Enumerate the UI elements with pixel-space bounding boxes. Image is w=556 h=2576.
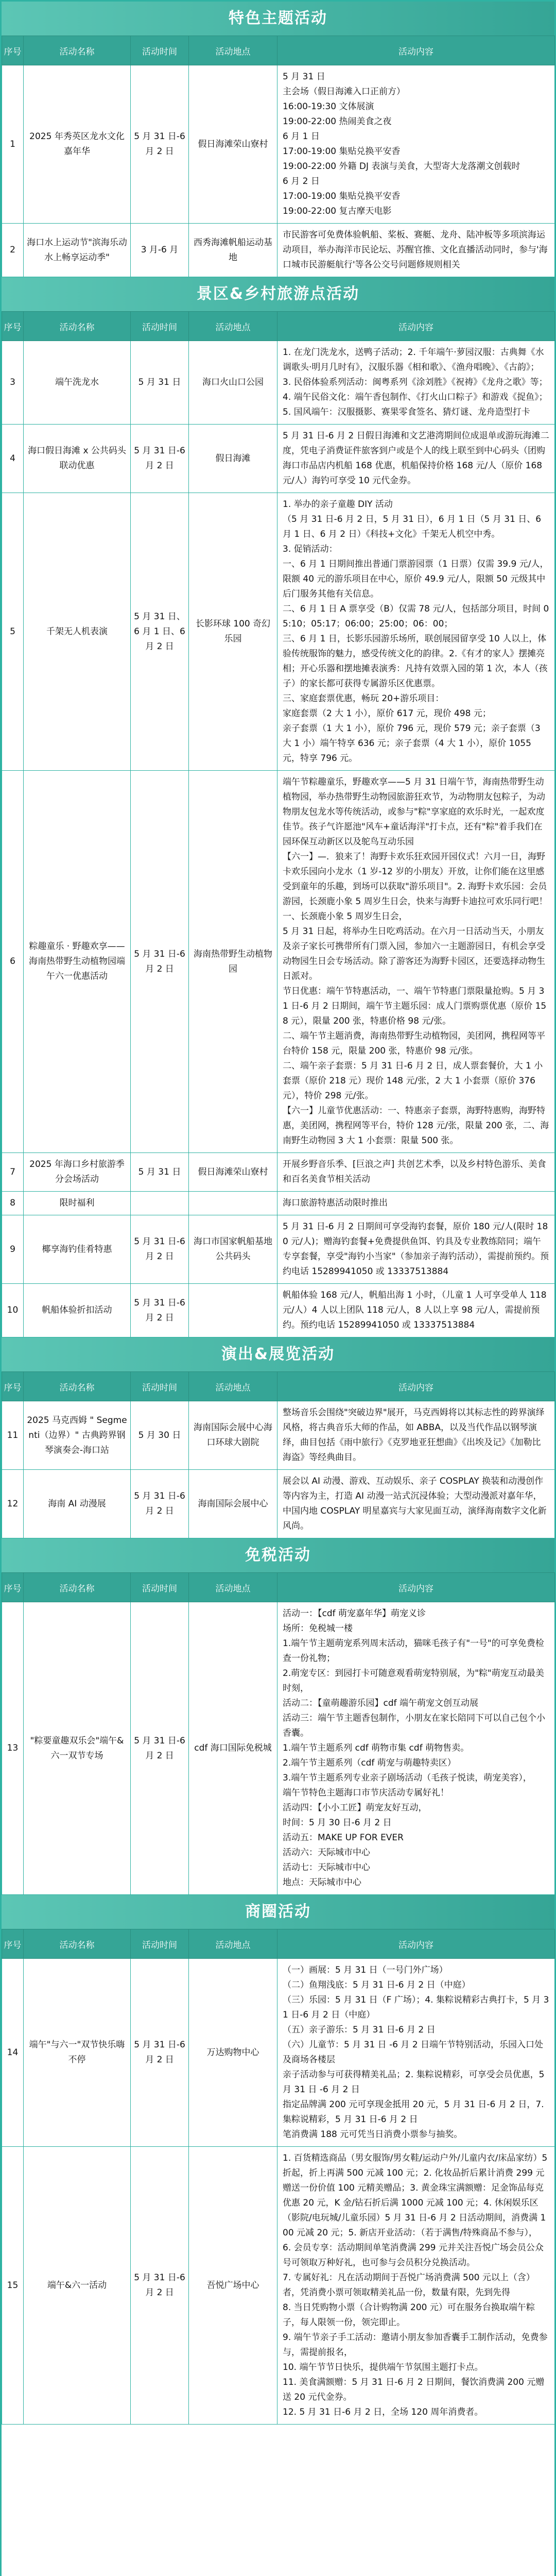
activity-content <box>277 224 555 277</box>
content-line: 端午节粽趣童乐，野趣欢享——5 月 31 日端午节，海南热带野生动植物园，举办热带野生动物园旅游狂欢节，为动物朋友包粽子，为动物朋友包龙水等传统活动，或参与"粽"享家庭的欢乐时光，一起欢度佳节。孩子气许愿池"风车+童话海洋"打卡点，还有"粽"着手我们在园环保互动新区以及鸵鸟互动乐园 <box>283 777 545 847</box>
activity-place: cdf 海口国际免税城 <box>189 1602 277 1895</box>
content-line: 1.端午节主题系列 cdf 萌物市集 cdf 萌物售卖。 <box>283 1743 470 1753</box>
activity-place <box>189 1192 277 1215</box>
header-no: 序号 <box>2 1929 24 1959</box>
table-header-row <box>2 1929 555 1959</box>
row-number: 11 <box>2 1401 24 1470</box>
section-title: 免税活动 <box>2 1538 554 1572</box>
activity-place: 西秀海滩帆船运动基地 <box>189 224 277 277</box>
activity-time: 5 月 31 日 <box>131 1153 189 1192</box>
table-row <box>2 341 555 425</box>
header-content: 活动内容 <box>277 36 555 65</box>
header-name: 活动名称 <box>24 312 131 341</box>
activity-time: 5 月 31 日-6 月 2 日 <box>131 65 189 224</box>
content-line: 6 月 2 日 <box>283 176 320 187</box>
row-number: 7 <box>2 1153 24 1192</box>
content-line: 5 月 31 日 <box>283 72 325 82</box>
content-line: （二）鱼翔浅底：5 月 31 日-6 月 2 日（中庭） <box>283 1980 471 1990</box>
activity-name: 2025 马克西姆 " Segmenti（边界）" 古典跨界钢琴演奏会-海口站 <box>24 1401 131 1470</box>
content-line: 整场音乐会围绕"突破边界"展开，马克西姆将以其标志性的跨界演绎风格，将古典音乐大师的作品，如 ABBA，以及当代作品以钢琴演绎，曲目包括《雨中旅行》《克罗地亚狂想曲》《出埃及记》《加勒比海盗》等经典曲目。 <box>283 1408 545 1463</box>
activity-place: 假日海滩荣山寮村 <box>189 65 277 224</box>
table-row <box>2 1401 555 1470</box>
activity-time: 3 月-6 月 <box>131 224 189 277</box>
header-time: 活动时间 <box>131 36 189 65</box>
content-line: 活动六：天际城市中心 <box>283 1848 370 1858</box>
header-content: 活动内容 <box>277 312 555 341</box>
row-number: 2 <box>2 224 24 277</box>
activity-time: 5 月 31 日-6 月 2 日 <box>131 2147 189 2425</box>
content-line: 3. 促销活动： <box>283 544 338 554</box>
content-line: 家庭套票（2 大 1 小），原价 617 元，现价 498 元； <box>283 708 491 719</box>
content-line: 一、6 月 1 日期间推出普通门票游园票（1 日票）仅需 39.9 元/人，限额 40 元的游乐项目在中心，原价 49.9 元/人，限额 50 元级其中后门服务其他有关信息。 <box>283 559 549 599</box>
row-number: 8 <box>2 1192 24 1215</box>
content-line: 8. 当日凭购物小票（合计购物满 200 元）可在服务台换取端午粽子，每人限领一份，领完即止。 <box>283 2302 535 2328</box>
header-no: 序号 <box>2 1573 24 1602</box>
content-line: 19:00-22:00 外籍 DJ 表演与美食，大型寄大龙落潮文创载时 <box>283 161 520 172</box>
activity-name: 端午"与六一"双节快乐嗨不停 <box>24 1959 131 2147</box>
header-place: 活动地点 <box>189 1929 277 1959</box>
activity-name: 粽趣童乐 · 野趣欢享——海南热带野生动植物园端午六一优惠活动 <box>24 771 131 1153</box>
header-time: 活动时间 <box>131 1573 189 1602</box>
header-place: 活动地点 <box>189 1372 277 1401</box>
activity-content <box>277 1959 555 2147</box>
content-line: 12. 5 月 31 日-6 月 2 日，全场 120 周年消费者。 <box>283 2407 483 2417</box>
content-line: 10. 端午节节日快乐，提供端午节氛围主题打卡点。 <box>283 2362 483 2372</box>
table-header-row <box>2 312 555 341</box>
header-no: 序号 <box>2 36 24 65</box>
table-row <box>2 1284 555 1337</box>
content-line: 活动三：端午节主题香包制作，小朋友在家长陪同下可以自己包个小香囊。 <box>283 1713 545 1738</box>
activity-place: 海南国际会展中心海口环球大剧院 <box>189 1401 277 1470</box>
activity-content <box>277 1401 555 1470</box>
content-line: （5 月 31 日-6 月 2 日，5 月 31 日），6 月 1 日（5 月 31 日、6 月 1 日、6 月 2 日）《科技+文化》千架无人机空中秀。 <box>283 514 544 539</box>
content-line: 活动二：【童萌趣游乐园】cdf 端午萌宠文创互动展 <box>283 1698 479 1708</box>
activity-table <box>2 36 555 277</box>
table-row <box>2 1192 555 1215</box>
table-row <box>2 224 555 277</box>
header-name: 活动名称 <box>24 36 131 65</box>
activity-name: 2025 年秀英区龙水文化嘉年华 <box>24 65 131 224</box>
row-number: 10 <box>2 1284 24 1337</box>
content-line: （一）画展：5 月 31 日（一号门外广场） <box>283 1965 448 1975</box>
activity-time: 5 月 31 日-6 月 2 日 <box>131 425 189 493</box>
content-line: 【六一】—．狼来了！海野卡欢乐狂欢园开园仪式！六月一日，海野卡欢乐园向小龙水（1 岁-12 岁的小朋友）开放，让你们能在这里感受到童年的乐趣，到场可以获取"游乐项目"。2. 海野卡欢乐园：会员游园，长颈鹿小象 5 周岁生日会，快来与海野卡迪拉可欢乐同行吧！ <box>283 852 548 907</box>
activity-content <box>277 1192 555 1215</box>
section-title: 景区&乡村旅游点活动 <box>2 277 554 311</box>
header-content: 活动内容 <box>277 1929 555 1959</box>
activity-place: 长影环球 100 奇幻乐园 <box>189 493 277 771</box>
content-line: 场所：免税城一楼 <box>283 1623 353 1634</box>
content-line: 6. 会员专享：活动期间单笔消费满 299 元并关注吾悦广场会员公众号可领取万种好礼，也可参与会员积分兑换活动。 <box>283 2243 544 2268</box>
activity-name: 2025 年海口乡村旅游季分会场活动 <box>24 1153 131 1192</box>
activity-table <box>2 1572 555 1895</box>
header-place: 活动地点 <box>189 312 277 341</box>
content-line: 二、端午亲子套票：5 月 31 日-6 月 2 日，成人票套餐价，大 1 小套票（原价 218 元）现价 148 元/张，2 大 1 小套票（原价 376 元），特价 298 元/张。 <box>283 1061 543 1101</box>
content-line: （三）乐园：5 月 31 日（F 广场）；4. 集粽说精彩古典打卡，5 月 31 日-6 月 2 日（中庭） <box>283 1995 549 2020</box>
activity-content <box>277 1153 555 1192</box>
activity-name: 海南 AI 动漫展 <box>24 1470 131 1538</box>
table-row <box>2 2147 555 2425</box>
table-row <box>2 425 555 493</box>
content-line: 7. 专属好礼：凡在活动期间于吾悦广场消费满 500 元以上（含）者，凭消费小票可领取精美礼品一份，数量有限，先到先得 <box>283 2273 535 2298</box>
activity-content <box>277 493 555 771</box>
activity-name: 帆船体验折扣活动 <box>24 1284 131 1337</box>
table-row <box>2 493 555 771</box>
row-number: 6 <box>2 771 24 1153</box>
activity-time: 5 月 31 日、6 月 1 日、6 月 2 日 <box>131 493 189 771</box>
activity-time: 5 月 31 日-6 月 2 日 <box>131 1215 189 1284</box>
content-line: 2.萌宠专区：到园打卡可随意观看萌宠特别展，为"粽"萌宠互动最美时刻， <box>283 1668 544 1693</box>
header-no: 序号 <box>2 312 24 341</box>
header-content: 活动内容 <box>277 1573 555 1602</box>
activity-name: 千架无人机表演 <box>24 493 131 771</box>
content-line: 一、长颈鹿小象 5 周岁生日会， <box>283 911 408 922</box>
activity-place <box>189 1284 277 1337</box>
content-line: 活动四：【小小工匠】萌宠友好互动， <box>283 1803 427 1813</box>
activity-table <box>2 1371 555 1538</box>
content-line: 帆船体验 168 元/人，帆船出海 1 小时，（儿童 1 人可享受单人 118 元/人）4 人以上团队 118 元/人，8 人以上享 98 元/人，需提前预约。预约电话 15289941050 或 13337513884 <box>283 1290 549 1330</box>
content-line: 活动一：【cdf 萌宠嘉年华】萌宠义诊 <box>283 1608 426 1619</box>
activity-time: 5 月 31 日 <box>131 341 189 425</box>
content-line: 1. 举办的亲子童趣 DIY 活动 <box>283 499 393 510</box>
activity-place: 海南热带野生动植物园 <box>189 771 277 1153</box>
activity-place: 假日海滩荣山寮村 <box>189 1153 277 1192</box>
activity-table <box>2 1929 555 2425</box>
activity-place: 吾悦广场中心 <box>189 2147 277 2425</box>
row-number: 1 <box>2 65 24 224</box>
activity-content <box>277 1215 555 1284</box>
activity-content <box>277 771 555 1153</box>
content-line: 主会场（假日海滩入口正前方） <box>283 87 405 97</box>
content-line: 19:00-22:00 复古摩天电影 <box>283 206 392 216</box>
row-number: 4 <box>2 425 24 493</box>
content-line: 17:00-19:00 集贴兑换平安香 <box>283 146 401 157</box>
content-line: 16:00-19:30 文体展演 <box>283 101 374 112</box>
content-line: 3. 民俗体验系列活动：闽粤系列《涂刘胜》《祝祷》《龙舟之歌》等；4. 端午民俗文化：端午香包制作、《打火山口粽子》和游戏《捉鱼》；5. 国风端午：汉服摄影、赛果零食签名、猜灯谜、龙舟造型打卡 <box>283 377 548 417</box>
table-row <box>2 65 555 224</box>
content-line: 时间：5 月 30 日-6 月 2 日 <box>283 1818 392 1828</box>
content-line: 亲子套票（1 大 1 小），原价 796 元，现价 579 元；亲子套票（3 大 1 小）端午特享 636 元；亲子套票（4 大 1 小），原价 1055 元，特享 796 元。 <box>283 723 544 764</box>
row-number: 12 <box>2 1470 24 1538</box>
activity-name: 海口假日海滩 x 公共码头联动优惠 <box>24 425 131 493</box>
table-header-row <box>2 1573 555 1602</box>
content-line: 1.端午节主题萌宠系列周末活动，猫咪毛孩子有"一号"的可享免费检查一份礼物； <box>283 1638 544 1664</box>
header-time: 活动时间 <box>131 1929 189 1959</box>
header-name: 活动名称 <box>24 1372 131 1401</box>
content-line: 指定品牌满 200 元可享现金抵用 20 元，5 月 31 日-6 月 2 日，7. 集粽说精彩，5 月 31 日-6 月 2 日 <box>283 2099 547 2125</box>
activity-place: 万达购物中心 <box>189 1959 277 2147</box>
content-line: 三、6 月 1 日，长影乐园游乐场所，联创展园留享受 10 人以上，体验传统服饰的魅力，感受传统文化的韵律。2.《有才的家人》摆摊亮相；开心乐器和摆地摊表演秀：凡持有效票入园的第 1 次，本人（孩子）的家长都可获得专属游乐区优惠票。 <box>283 634 548 689</box>
content-line: 6 月 1 日 <box>283 131 320 142</box>
table-row <box>2 771 555 1153</box>
table-row <box>2 1153 555 1192</box>
header-place: 活动地点 <box>189 1573 277 1602</box>
content-line: 活动五：MAKE UP FOR EVER <box>283 1833 404 1843</box>
activity-time <box>131 1192 189 1215</box>
row-number: 9 <box>2 1215 24 1284</box>
row-number: 5 <box>2 493 24 771</box>
content-line: 5 月 31 日-6 月 2 日假日海滩和文艺港湾期间位成退单或游玩海滩二度，凭电子消费证件旅客到户或是个人的线上联至到中心码头（团购海口市品店内机船 168 优惠，机船保持价格 168 元/人（原价 168 元/人）海钓可享受 10 元代金券。 <box>283 431 549 486</box>
activity-time: 5 月 31 日-6 月 2 日 <box>131 1602 189 1895</box>
content-line: 5 月 31 日-6 月 2 日期间可享受海钓套餐，原价 180 元/人(限时 180 元/人)；赠海钓套餐+免费提供鱼饵、钓具及专业教练陪同；端午专享套餐，享受"海钓小当家"（参加亲子海钓活动），需提前预约。预约电话 15289941050 或 13337513884 <box>283 1222 549 1277</box>
activity-place: 海南国际会展中心 <box>189 1470 277 1538</box>
activity-name: "粽要童趣双乐会"端午&六一双节专场 <box>24 1602 131 1895</box>
content-line: 二、6 月 1 日 A 票享受（B）仅需 78 元/人，包括部分项目，时间 05:10；05:17；06:00；25:00；06：00； <box>283 604 549 629</box>
activity-time: 5 月 31 日-6 月 2 日 <box>131 1959 189 2147</box>
row-number: 15 <box>2 2147 24 2425</box>
activity-time: 5 月 31 日-6 月 2 日 <box>131 1284 189 1337</box>
table-row <box>2 1602 555 1895</box>
activity-name: 端午&六一活动 <box>24 2147 131 2425</box>
table-row <box>2 1470 555 1538</box>
content-line: 【六一】儿童节优惠活动：一、特惠亲子套票，海野特惠购，海野特惠，美团网，携程网等平台，特价 128 元/张，限量 200 张，二、海南野生动物园 3 大 1 小套票：限量 500 张。 <box>283 1106 549 1146</box>
content-line: 开展乡野音乐季、[巨浪之声] 共创艺术季，以及乡村特色游乐、美食和百名美食节相关活动 <box>283 1159 546 1184</box>
activity-name: 限时福利 <box>24 1192 131 1215</box>
activity-place: 海口火山口公园 <box>189 341 277 425</box>
header-name: 活动名称 <box>24 1573 131 1602</box>
activity-time: 5 月 31 日-6 月 2 日 <box>131 771 189 1153</box>
content-line: （六）儿童节：5 月 31 日 -6 月 2 日端午节特别活动，乐园入口处及商场各楼层 <box>283 2040 544 2065</box>
activity-table <box>2 311 555 1337</box>
header-name: 活动名称 <box>24 1929 131 1959</box>
content-line: 1. 在龙门洗龙水，送鸭子活动；2. 千年端午·萝园汉服：古典舞《水调歌头·明月几时有》，汉服乐器《相和歌》、《渔舟唱晚》、《古韵》； <box>283 347 544 372</box>
row-number: 13 <box>2 1602 24 1895</box>
section-title: 演出&展览活动 <box>2 1337 554 1371</box>
content-line: 11. 美食满额赠：5 月 31 日-6 月 2 日期间，餐饮消费满 200 元赠送 20 元代金券。 <box>283 2377 545 2402</box>
content-line: 活动七：天际城市中心 <box>283 1862 370 1873</box>
header-content: 活动内容 <box>277 1372 555 1401</box>
content-line: 展会以 AI 动漫、游戏、互动娱乐、亲子 COSPLAY 换装和动漫创作等内容为主，打造 AI 动漫一站式沉浸体验；大型动漫派对嘉年华，中国内地 COSPLAY 明星嘉宾与大家见面互动，演绎海南数字文化新风尚。 <box>283 1476 547 1531</box>
table-header-row <box>2 1372 555 1401</box>
header-time: 活动时间 <box>131 312 189 341</box>
header-place: 活动地点 <box>189 36 277 65</box>
activity-place: 海口市国家帆船基地公共码头 <box>189 1215 277 1284</box>
activity-time: 5 月 31 日-6 月 2 日 <box>131 1470 189 1538</box>
table-row <box>2 1215 555 1284</box>
content-line: 17:00-19:00 集贴兑换平安香 <box>283 191 401 201</box>
content-line: 5 月 31 日起，将举办生日吃鸡活动。在六月一日活动当天，小朋友及亲子家长可携带所有门票入园，参加六一主题游园日，有机会享受动物园生日会专场活动。除了游客还为海野卡园区，还要选择动物生日派对。 <box>283 926 545 981</box>
content-line: 19:00-22:00 热闹美食之夜 <box>283 116 392 127</box>
section-title: 商圈活动 <box>2 1895 554 1929</box>
activity-name: 端午洗龙水 <box>24 341 131 425</box>
content-line: 市民游客可免费体验帆船、桨板、赛艇、龙舟、陆冲板等多项滨海运动项目，举办海洋市民论坛、苏醒官推、文化直播活动同时，参与'海口城市民游艇航行'等各公交号问题修规则相关 <box>283 230 548 270</box>
activity-content <box>277 341 555 425</box>
content-line: 二、端午节主题消费，海南热带野生动植物园，美团网，携程网等平台特价 158 元，限量 200 张，特惠价 98 元/张。 <box>283 1031 545 1056</box>
activity-content <box>277 425 555 493</box>
content-line: 地点：天际城市中心 <box>283 1877 361 1888</box>
header-no: 序号 <box>2 1372 24 1401</box>
content-line: 端午节特色主题海口市节庆活动专属好礼！ <box>283 1788 449 1798</box>
activity-content <box>277 2147 555 2425</box>
row-number: 3 <box>2 341 24 425</box>
content-line: 笔消费满 188 元可凭当日消费小票参与抽奖。 <box>283 2129 463 2140</box>
row-number: 14 <box>2 1959 24 2147</box>
content-line: 节日优惠：端午节特惠活动，一、端午节特惠门票限量抢购。5 月 31 日-6 月 2 日期间，端午节主题乐园：成人门票购票优惠（原价 158 元），限量 200 张，特惠价格 98 元/张。 <box>283 986 547 1026</box>
content-line: 9. 端午节亲子手工活动：邀请小朋友参加香囊手工制作活动，免费参与，需提前报名， <box>283 2332 548 2358</box>
activity-content <box>277 1470 555 1538</box>
activity-name: 海口水上运动节"滨海乐动水上畅享运动季" <box>24 224 131 277</box>
content-line: 2.端午节主题系列（cdf 萌宠与萌趣特卖区） <box>283 1758 456 1768</box>
content-line: 1. 百货精选商品（男女服饰/男女鞋/运动户外/儿童内衣/床品家纺）5 折起，折上再满 500 元减 100 元；2. 化妆品折后累计消费 299 元赠送一份价值 100 元精美赠品；3. 黄金珠宝满额赠：足金饰品每克优惠 20 元，K 金/钻石折后满 1000 元减 100 元；4. 休闲娱乐区（影院/电玩城/儿童乐园）5 月 31 日-6 月 2 日活动期间，消费满 100 元减 20 元；5. 新店开业活动：（若于满售/特殊商品不参与）， <box>283 2153 550 2238</box>
table-row <box>2 1959 555 2147</box>
activity-time: 5 月 30 日 <box>131 1401 189 1470</box>
activity-content <box>277 65 555 224</box>
activity-name: 椰享海钓佳肴特惠 <box>24 1215 131 1284</box>
section-title: 特色主题活动 <box>2 2 554 36</box>
content-line: 海口旅游特惠活动限时推出 <box>283 1198 388 1208</box>
activity-place: 假日海滩 <box>189 425 277 493</box>
table-header-row <box>2 36 555 65</box>
activity-content <box>277 1602 555 1895</box>
header-time: 活动时间 <box>131 1372 189 1401</box>
activity-content <box>277 1284 555 1337</box>
content-line: （五）亲子游乐：5 月 31 日-6 月 2 日 <box>283 2025 436 2035</box>
content-line: 亲子活动参与可获得精美礼品；2. 集粽说精彩，可享受会员优惠，5 月 31 日 -6 月 2 日 <box>283 2070 547 2095</box>
content-line: 三、家庭套票优惠，畅玩 20+游乐项目： <box>283 693 444 704</box>
content-line: 3.端午节主题系列专业亲子剧场活动（毛孩子悦读，萌宠美容）， <box>283 1773 532 1783</box>
